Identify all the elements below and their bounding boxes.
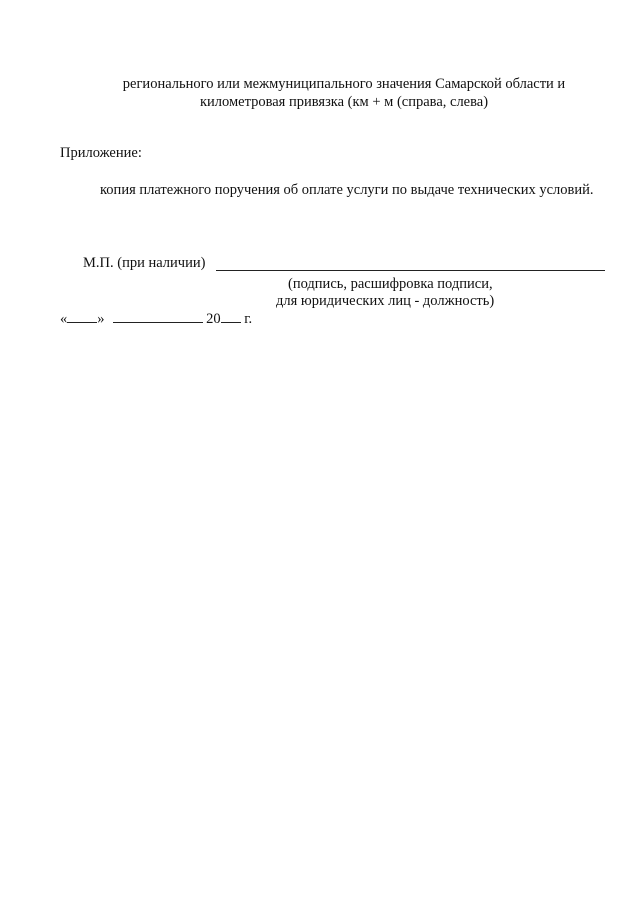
stamp-label: М.П. (при наличии) [83, 255, 206, 271]
appendix-text: копия платежного поручения об оплате услуги по выдаче технических условий. [100, 182, 594, 198]
appendix-title: Приложение: [60, 145, 142, 161]
date-year-blank [221, 309, 241, 323]
date-close-quote: » [97, 311, 105, 327]
date-month-blank [113, 309, 203, 323]
date-open-quote: « [60, 311, 68, 327]
date-row [60, 309, 252, 328]
signature-caption-line-1: (подпись, расшифровка подписи, [288, 276, 493, 292]
date-day-blank [67, 309, 97, 323]
signature-line [216, 270, 605, 271]
date-year-suffix: г. [244, 311, 253, 327]
date-year-prefix: 20 [206, 311, 221, 327]
heading-line-1: регионального или межмуниципального значения Самарской области и [122, 76, 566, 92]
heading-line-2: километровая привязка (км + м (справа, слева) [199, 94, 489, 110]
signature-caption-line-2: для юридических лиц - должность) [276, 293, 495, 309]
